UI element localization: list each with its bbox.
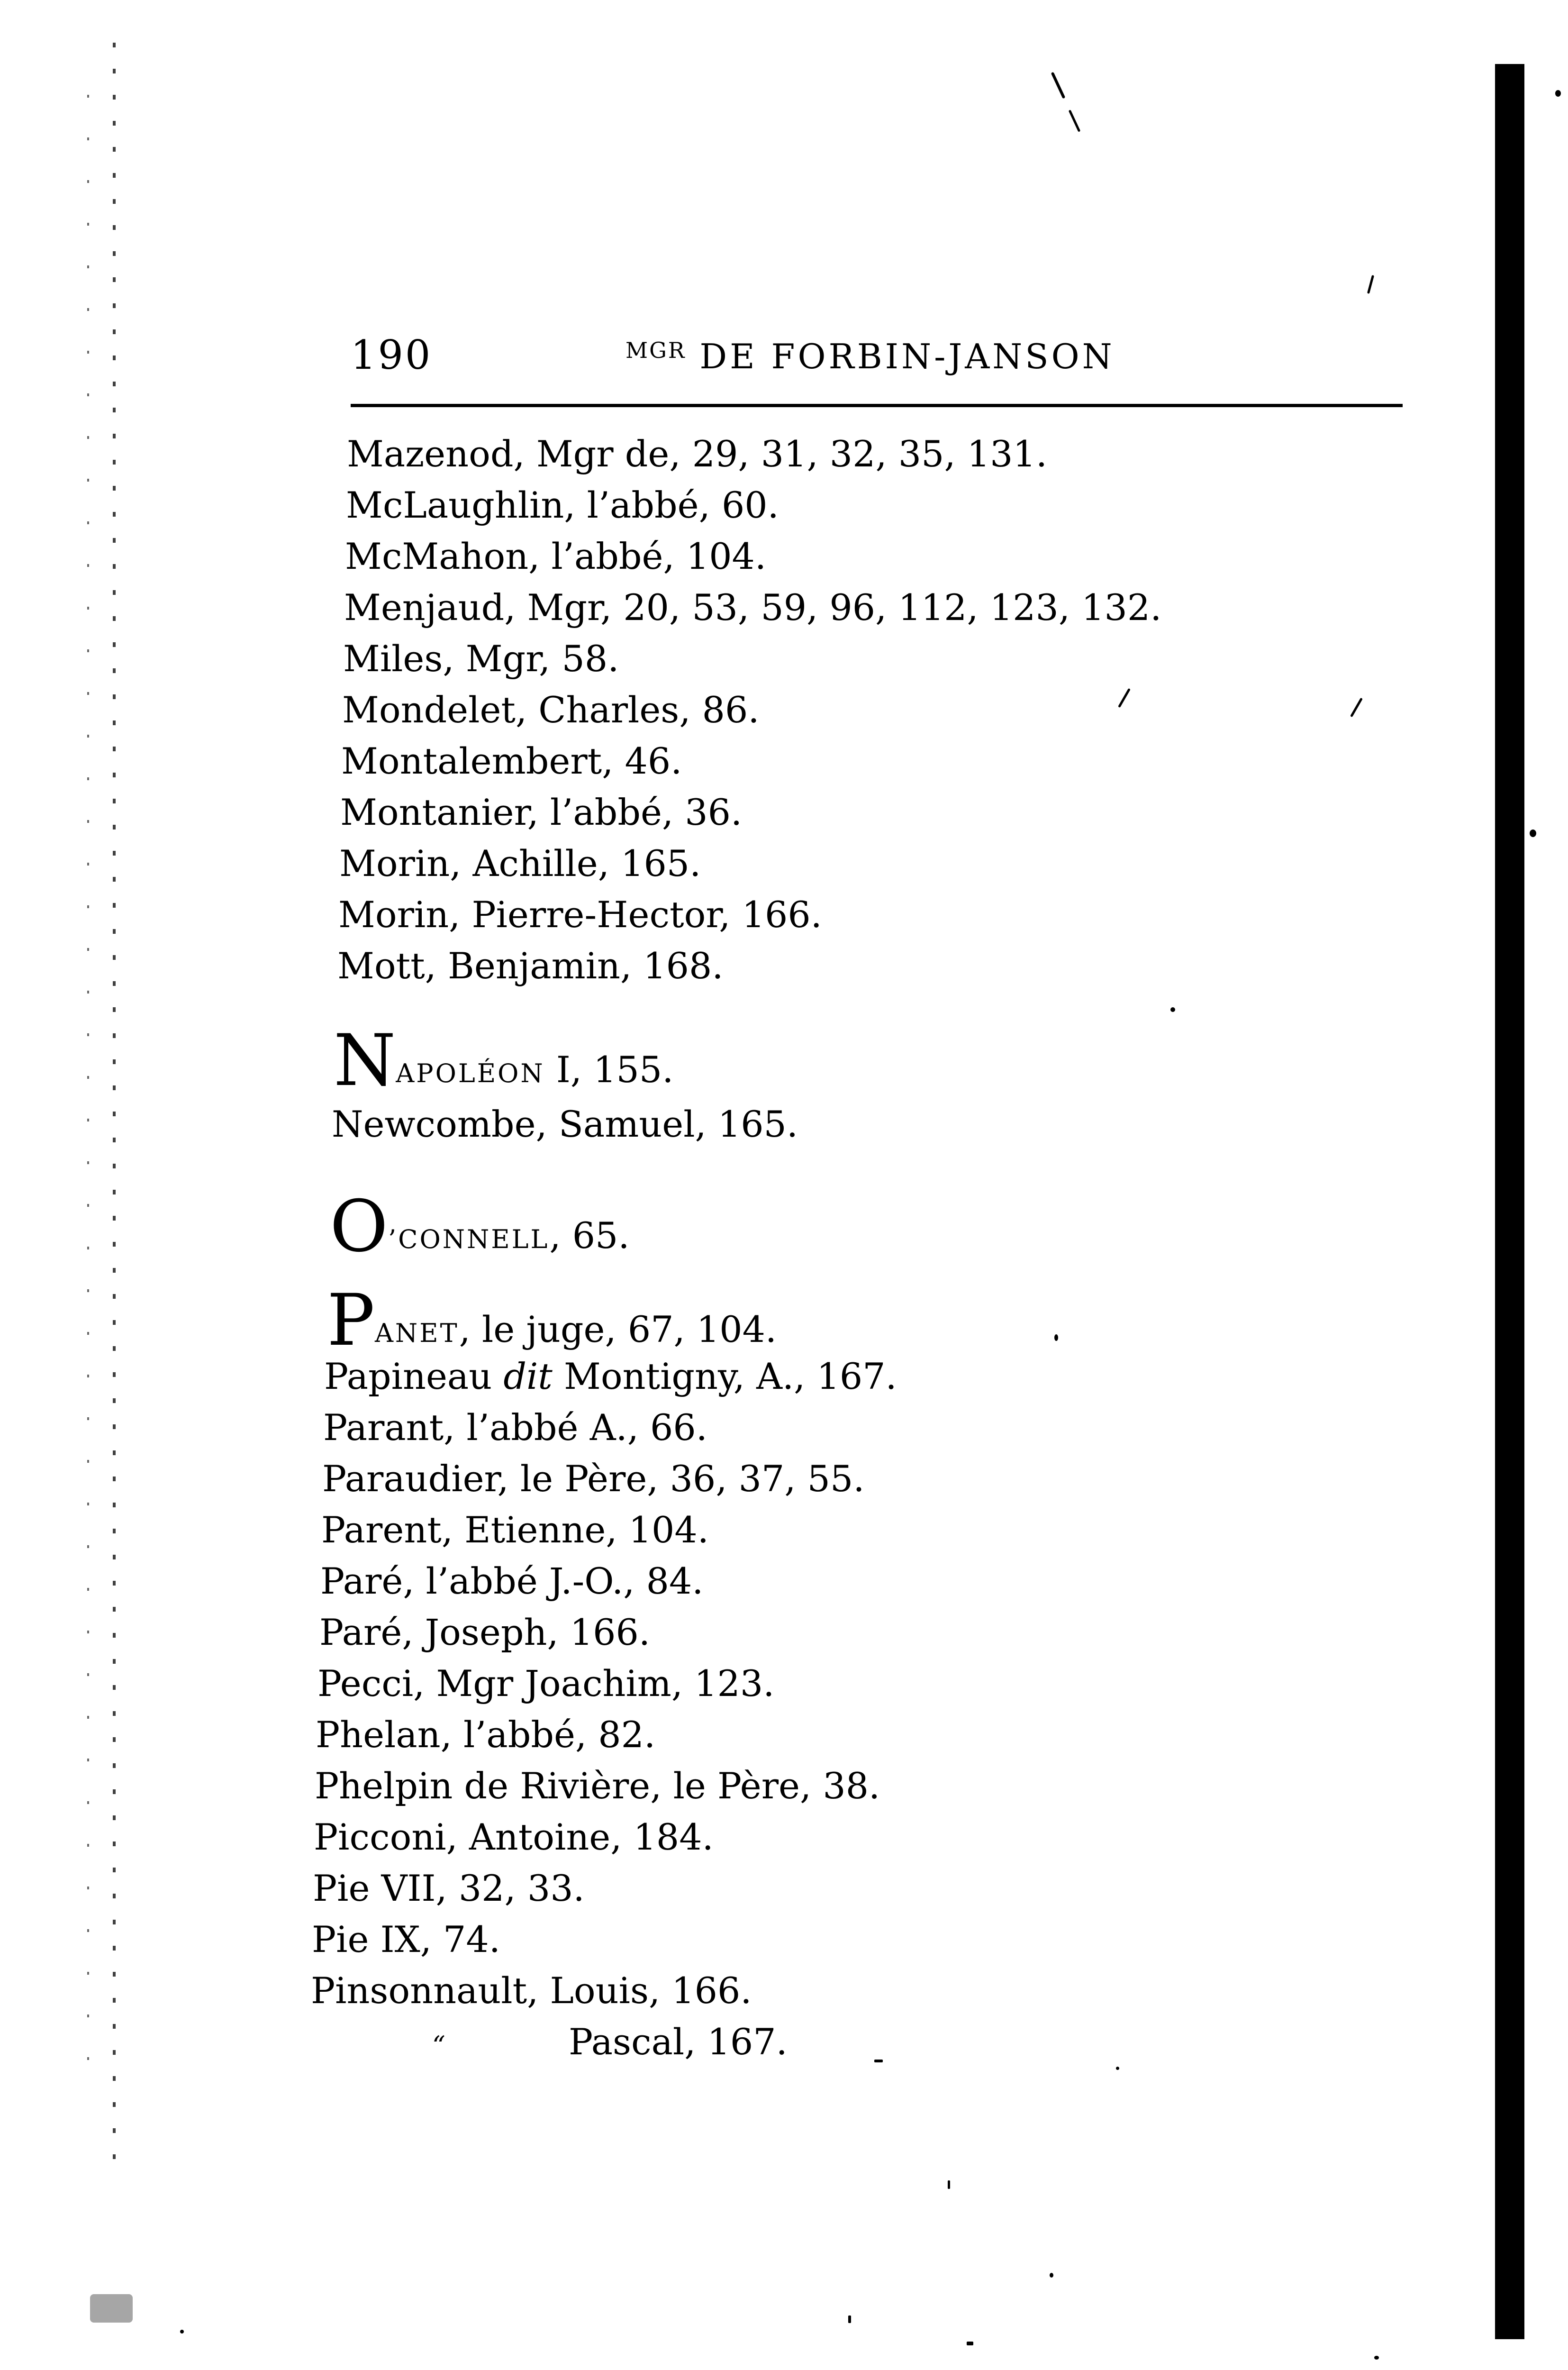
index-entry: McLaughlin, l’abbé, 60. xyxy=(346,484,779,526)
index-entry: Paraudier, le Père, 36, 37, 55. xyxy=(322,1458,865,1500)
index-entry: Mondelet, Charles, 86. xyxy=(342,689,760,731)
index-entry xyxy=(324,1355,897,1397)
index-entry: Menjaud, Mgr, 20, 53, 59, 96, 112, 123, 132. xyxy=(344,586,1162,629)
index-entry: Newcombe, Samuel, 165. xyxy=(332,1103,798,1145)
index-entry: Picconi, Antoine, 184. xyxy=(314,1816,714,1858)
entry-small-caps: ANET xyxy=(374,1318,459,1348)
section-initial: O xyxy=(330,1185,388,1268)
index-entry-section-p xyxy=(327,1279,777,1362)
entry-text: Papineau xyxy=(324,1355,504,1397)
section-initial: P xyxy=(327,1279,375,1362)
index-entry: McMahon, l’abbé, 104. xyxy=(345,535,767,577)
index-entry: Pinsonnault, Louis, 166. xyxy=(311,1969,752,2012)
index-entry: Paré, Joseph, 166. xyxy=(319,1611,650,1653)
entry-text: Montigny, A., 167. xyxy=(552,1355,897,1397)
index-entry: Parant, l’abbé A., 66. xyxy=(323,1406,707,1449)
index-entry: Morin, Achille, 165. xyxy=(339,842,701,884)
ditto-mark: “ xyxy=(432,2031,445,2060)
index-entry-section-o xyxy=(330,1185,630,1268)
index-entry: Mott, Benjamin, 168. xyxy=(337,945,724,987)
entry-small-caps: ’CONNELL xyxy=(388,1224,550,1254)
page-number: 190 xyxy=(351,332,433,378)
index-entry: Phelan, l’abbé, 82. xyxy=(316,1714,656,1756)
entry-small-caps: APOLÉON xyxy=(396,1058,545,1088)
index-entry: Mazenod, Mgr de, 29, 31, 32, 35, 131. xyxy=(347,433,1048,475)
entry-text: , le juge, 67, 104. xyxy=(459,1308,777,1350)
index-entry: Pecci, Mgr Joachim, 123. xyxy=(317,1662,775,1705)
index-entry: Parent, Etienne, 104. xyxy=(321,1509,709,1551)
section-initial: N xyxy=(334,1020,396,1102)
index-entry: Miles, Mgr, 58. xyxy=(343,638,619,680)
index-entry-section-n xyxy=(334,1020,674,1102)
index-entry: Pascal, 167. xyxy=(569,2021,788,2063)
index-entry: Morin, Pierre-Hector, 166. xyxy=(338,893,822,936)
entry-italic: dit xyxy=(503,1355,553,1397)
running-title-main: DE FORBIN-JANSON xyxy=(699,337,1115,376)
running-title-prefix: MGR xyxy=(625,337,686,363)
index-entry: Montanier, l’abbé, 36. xyxy=(340,791,743,833)
entry-text: , 65. xyxy=(549,1214,630,1257)
index-entry: Paré, l’abbé J.-O., 84. xyxy=(320,1560,704,1602)
entry-text: I, 155. xyxy=(544,1048,674,1091)
index-entry: Pie VII, 32, 33. xyxy=(313,1867,585,1909)
index-entry: Montalembert, 46. xyxy=(341,740,682,782)
index-entry: Phelpin de Rivière, le Père, 38. xyxy=(315,1765,880,1807)
index-entry xyxy=(432,2024,445,2060)
index-entry: Pie IX, 74. xyxy=(312,1918,500,1960)
